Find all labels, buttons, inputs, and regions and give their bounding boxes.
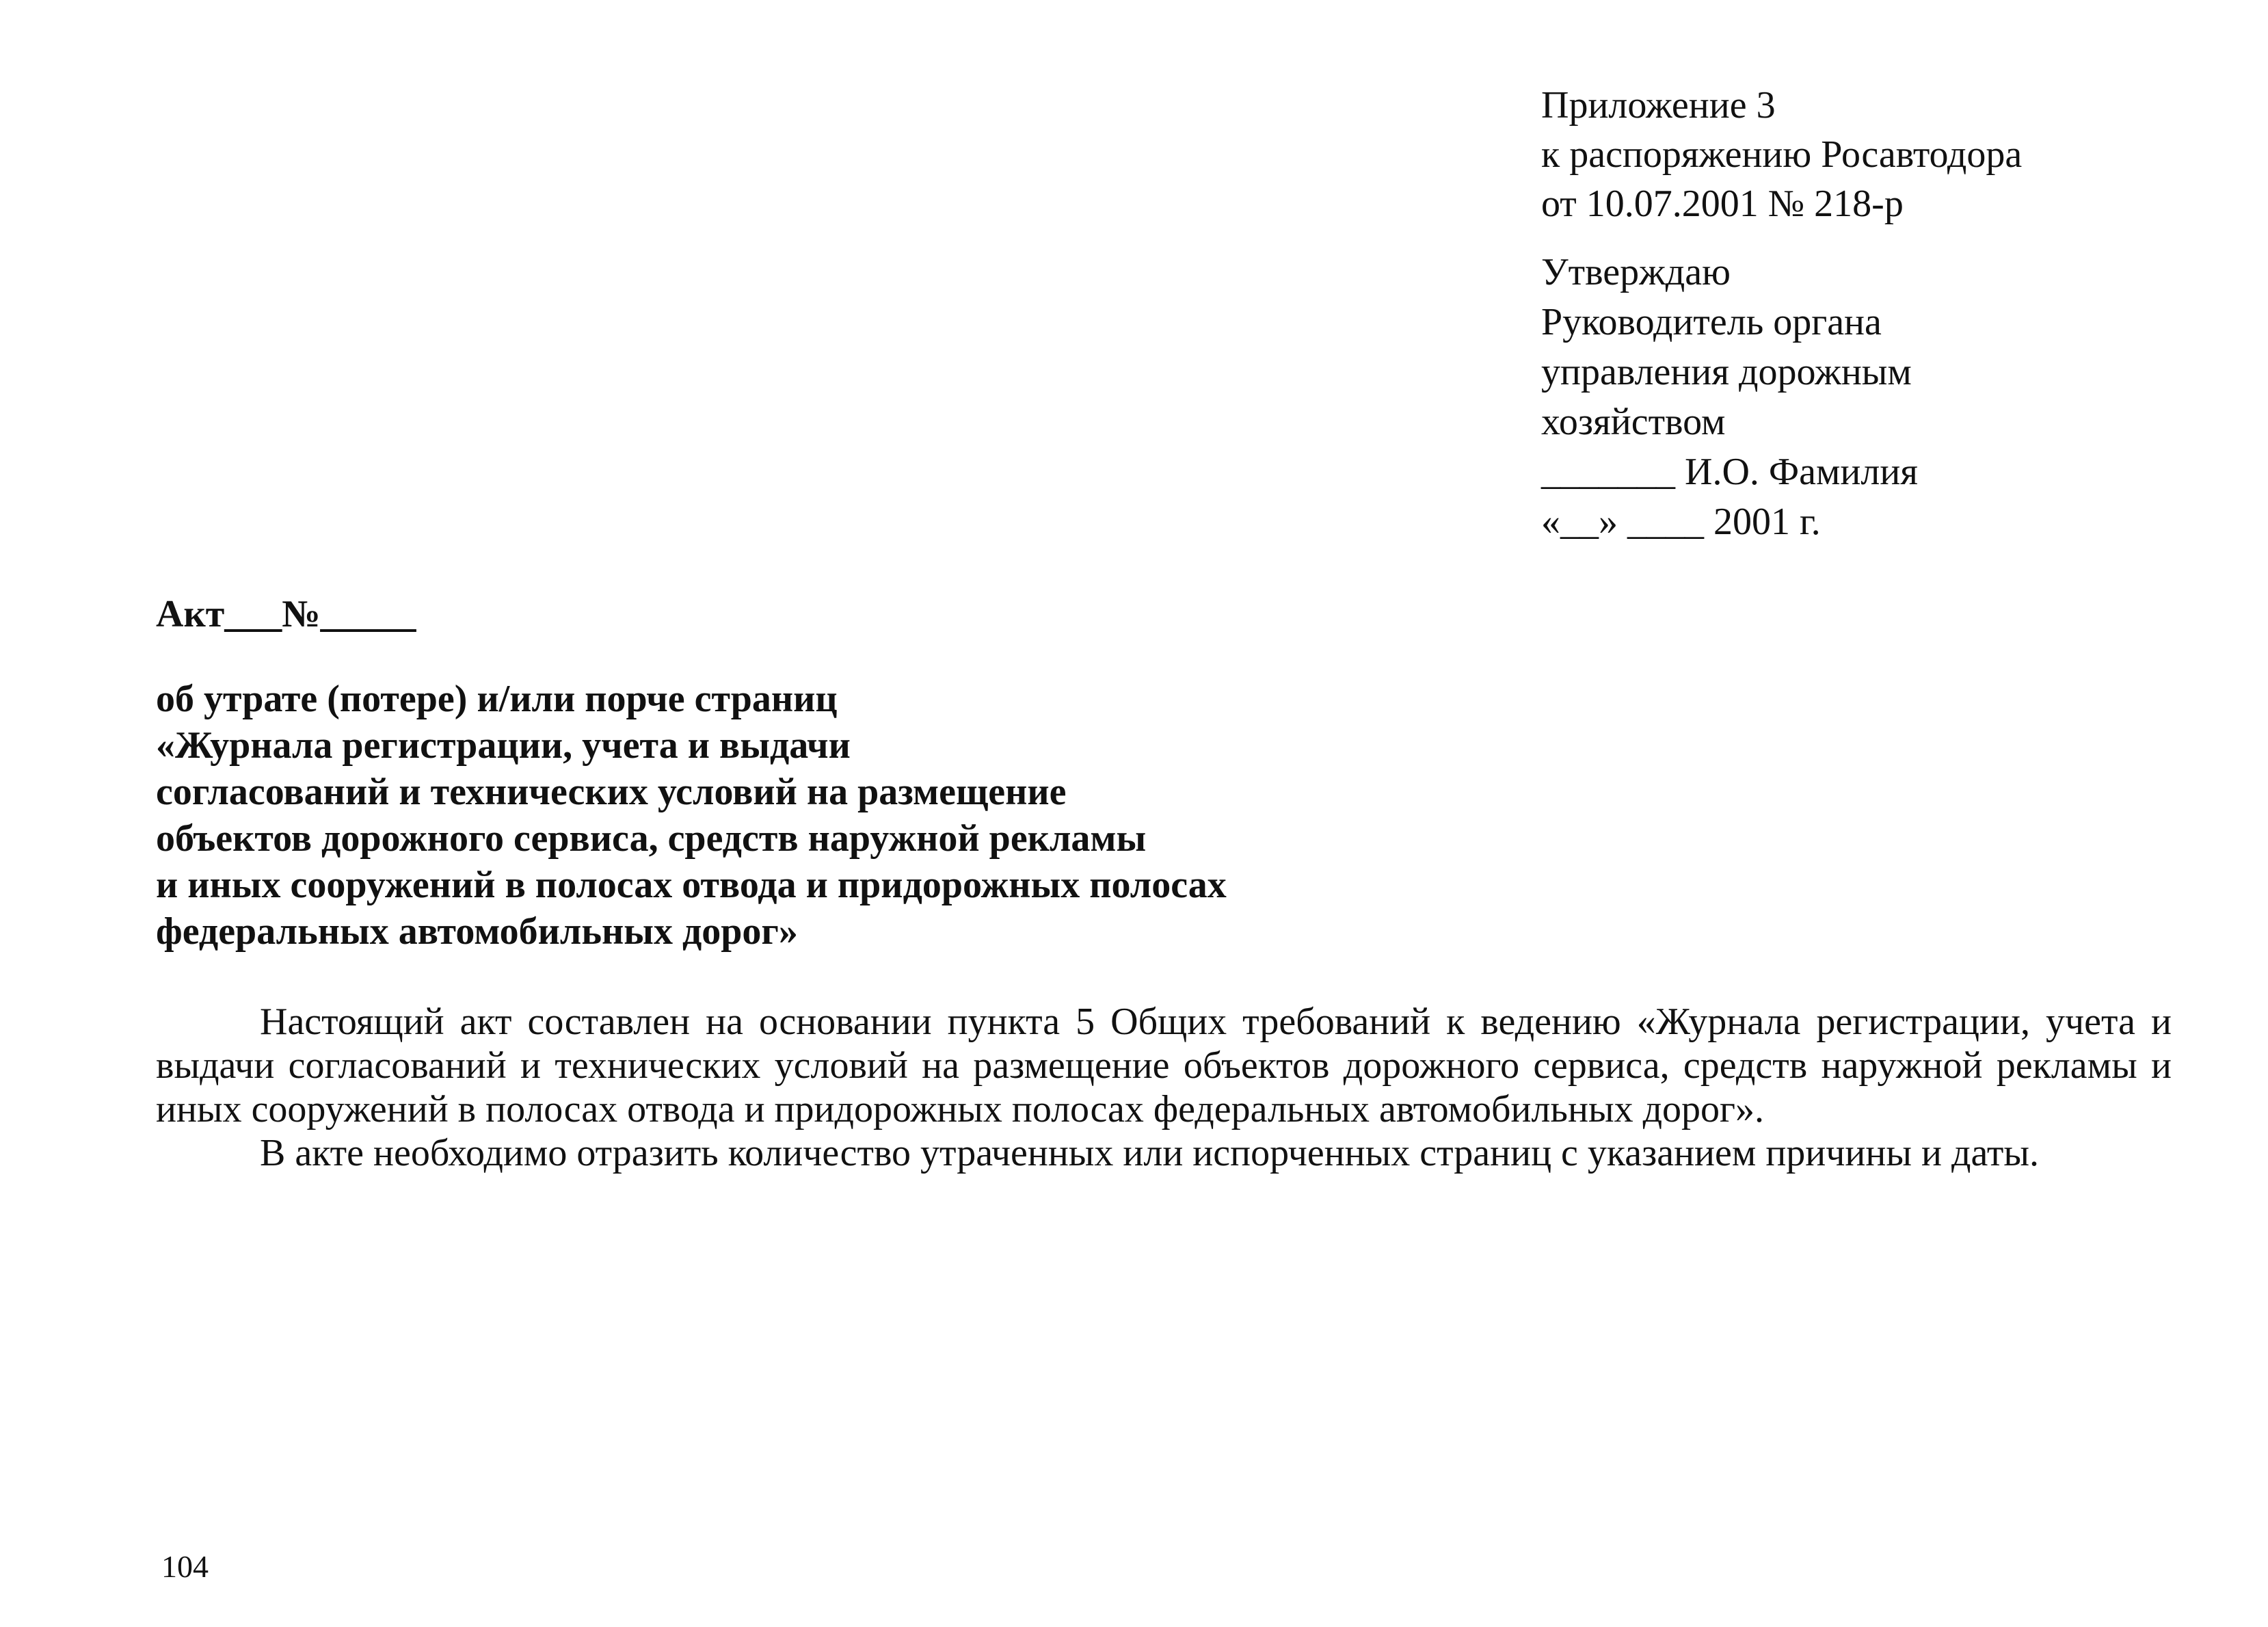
act-title-line: согласований и технических условий на размещение xyxy=(156,771,1067,813)
appendix-reference xyxy=(1541,81,2022,228)
approval-line-4: хозяйством xyxy=(1541,401,1726,443)
body-paragraph-1: Настоящий акт составлен на основании пункта 5 Общих требований к ведению «Журнала регистрации, учета и выдачи согласований и технических условий на размещение объектов дорожного сервиса, средств наружной рекламы и иных сооружений в полосах отвода и придорожных полосах федеральных автомобильных дорог». xyxy=(156,1001,2172,1130)
appendix-line-2: к распоряжению Росавтодора xyxy=(1541,133,2023,176)
act-number-heading: Акт___№_____ xyxy=(156,593,416,635)
approval-signature-line: _______ И.О. Фамилия xyxy=(1541,451,1919,493)
act-title-line: федеральных автомобильных дорог» xyxy=(156,910,798,953)
appendix-line-1: Приложение 3 xyxy=(1541,84,1776,127)
act-title-line: и иных сооружений в полосах отвода и придорожных полосах xyxy=(156,864,1227,906)
approval-line-3: управления дорожным xyxy=(1541,351,1912,393)
approval-line-2: Руководитель органа xyxy=(1541,301,1882,343)
approval-date-line: «__» ____ 2001 г. xyxy=(1541,501,1821,543)
page-number: 104 xyxy=(161,1549,209,1584)
act-title-line: объектов дорожного сервиса, средств наружной рекламы xyxy=(156,817,1147,860)
act-title-line: об утрате (потере) и/или порче страниц xyxy=(156,678,838,720)
body-text xyxy=(156,1000,2172,1175)
approval-block xyxy=(1541,248,1918,547)
approval-line-1: Утверждаю xyxy=(1541,251,1731,293)
act-title xyxy=(156,676,1227,955)
appendix-line-3: от 10.07.2001 № 218-р xyxy=(1541,183,1904,225)
body-paragraph-2: В акте необходимо отразить количество утраченных или испорченных страниц с указанием причины и даты. xyxy=(260,1132,2039,1174)
act-title-line: «Журнала регистрации, учета и выдачи xyxy=(156,724,851,767)
